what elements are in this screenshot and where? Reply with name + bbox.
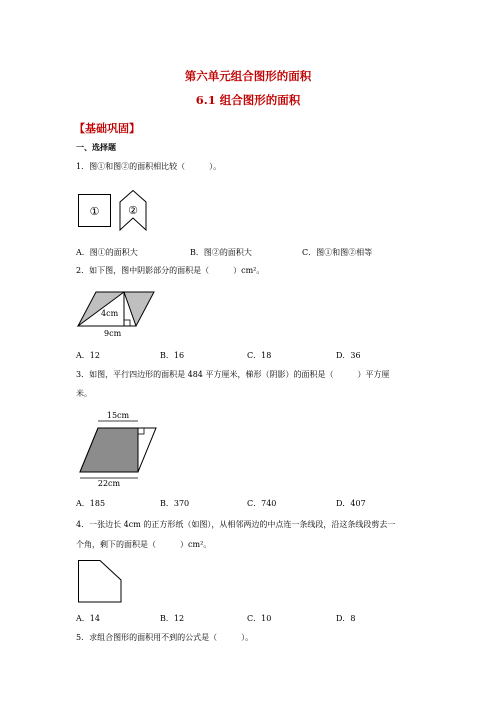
q4-option-d: D．8	[336, 614, 356, 623]
q4-option-c: C．10	[247, 614, 272, 623]
q3-option-c: C．740	[247, 499, 277, 508]
q4-figure	[78, 560, 124, 604]
lesson-title: 6.1 组合图形的面积	[195, 93, 301, 107]
q2-option-b: B．16	[160, 351, 185, 360]
q3-bottom-label: 22cm	[97, 479, 121, 488]
q2-height-label: 4cm	[101, 309, 119, 318]
q3-right-angle-mark	[138, 428, 144, 434]
q2-base-label: 9cm	[104, 329, 122, 338]
q1-fig1-label: ①	[89, 205, 100, 218]
q2-figure	[76, 290, 156, 342]
q3-stem-line2: 米。	[76, 389, 92, 398]
q3-shaded-trapezoid	[80, 428, 138, 472]
q4-cut-square	[79, 561, 122, 603]
q4-stem-line1: 4．一张边长 4cm 的正方形纸（如图），从相邻两边的中点连一条线段，沿这条线段剪去一	[76, 520, 396, 529]
q2-stem: 2．如下图，图中阴影部分的面积是（ ）cm²。	[76, 266, 265, 275]
q4-stem-line2: 个角，剩下的面积是（ ）cm²。	[76, 540, 212, 549]
q1-fig2-label: ②	[128, 204, 138, 217]
q1-option-a: A．图①的面积大	[76, 248, 138, 257]
q3-figure	[76, 408, 158, 488]
part-heading: 一、选择题	[76, 142, 116, 152]
q2-option-c: C．18	[247, 351, 272, 360]
section-heading: 【基础巩固】	[74, 122, 140, 135]
q3-option-d: D．407	[336, 499, 366, 508]
q1-stem: 1．图①和图②的面积相比较（ ）。	[76, 162, 222, 171]
q4-option-b: B．12	[160, 614, 185, 623]
q1-option-b: B．图②的面积大	[190, 248, 252, 257]
q1-figure	[78, 190, 168, 232]
q3-stem-line1: 3．如图，平行四边形的面积是 484 平方厘米，梯形（阴影）的面积是（ ）平方厘	[76, 370, 390, 379]
unit-title: 第六单元组合图形的面积	[184, 69, 312, 83]
q5-stem: 5．求组合图形的面积用不到的公式是（ ）。	[76, 633, 254, 642]
q2-option-a: A．12	[76, 351, 100, 360]
q3-top-label: 15cm	[106, 411, 130, 420]
q3-option-b: B．370	[160, 499, 190, 508]
q3-option-a: A．185	[76, 499, 106, 508]
q4-option-a: A．14	[76, 614, 100, 623]
q1-option-c: C．图①和图②相等	[302, 248, 373, 257]
q2-option-d: D．36	[336, 351, 361, 360]
